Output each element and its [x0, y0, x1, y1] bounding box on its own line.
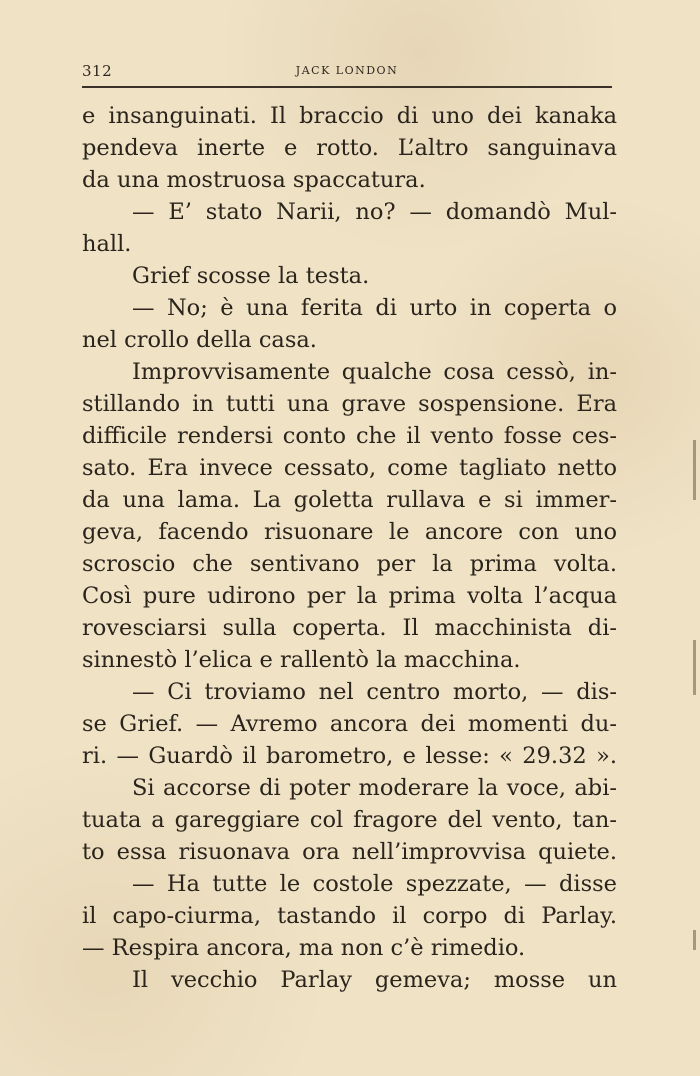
page-edge-mark: [693, 640, 696, 695]
text-line: — E’ stato Narii, no? — domandò Mul-: [132, 199, 617, 225]
text-line: Così pure udirono per la prima volta l’acqua: [82, 583, 617, 609]
text-line: — No; è una ferita di urto in coperta o: [132, 295, 617, 321]
text-line: pendeva inerte e rotto. L’altro sanguinava: [82, 135, 617, 161]
text-line: stillando in tutti una grave sospensione. Era: [82, 391, 617, 417]
text-line: da una mostruosa spaccatura.: [82, 167, 426, 193]
page-edge-mark: [693, 440, 696, 500]
running-head: JACK LONDON: [295, 64, 399, 77]
text-line: se Grief. — Avremo ancora dei momenti du-: [82, 711, 617, 737]
text-line: geva, facendo risuonare le ancore con uno: [82, 519, 617, 545]
text-line: — Ci troviamo nel centro morto, — dis-: [132, 679, 617, 705]
text-line: — Respira ancora, ma non c’è rimedio.: [82, 935, 526, 961]
text-line: rovesciarsi sulla coperta. Il macchinista di-: [82, 615, 617, 641]
text-line: Improvvisamente qualche cosa cessò, in-: [132, 359, 617, 385]
text-line: Si accorse di poter moderare la voce, abi-: [132, 775, 617, 801]
page-header: [82, 58, 612, 88]
body-text: [82, 100, 617, 996]
page-edge-mark: [693, 930, 696, 950]
text-line: tuata a gareggiare col fragore del vento, tan-: [82, 807, 617, 833]
text-line: nel crollo della casa.: [82, 327, 317, 353]
text-line: scroscio che sentivano per la prima volta.: [82, 551, 617, 577]
text-line: difficile rendersi conto che il vento fosse ces-: [82, 423, 617, 449]
text-line: il capo-ciurma, tastando il corpo di Parlay.: [82, 903, 617, 929]
text-line: Grief scosse la testa.: [132, 263, 370, 289]
text-line: — Ha tutte le costole spezzate, — disse: [132, 871, 617, 897]
page-number: 312: [82, 62, 113, 80]
text-line: ri. — Guardò il barometro, e lesse: « 29.32 ».: [82, 743, 617, 769]
text-line: da una lama. La goletta rullava e si immer-: [82, 487, 617, 513]
text-line: hall.: [82, 231, 132, 257]
text-line: Il vecchio Parlay gemeva; mosse un: [132, 967, 617, 993]
text-line: sato. Era invece cessato, come tagliato netto: [82, 455, 617, 481]
text-line: to essa risuonava ora nell’improvvisa quiete.: [82, 839, 617, 865]
text-line: sinnestò l’elica e rallentò la macchina.: [82, 647, 521, 673]
text-line: e insanguinati. Il braccio di uno dei kanaka: [82, 103, 617, 129]
